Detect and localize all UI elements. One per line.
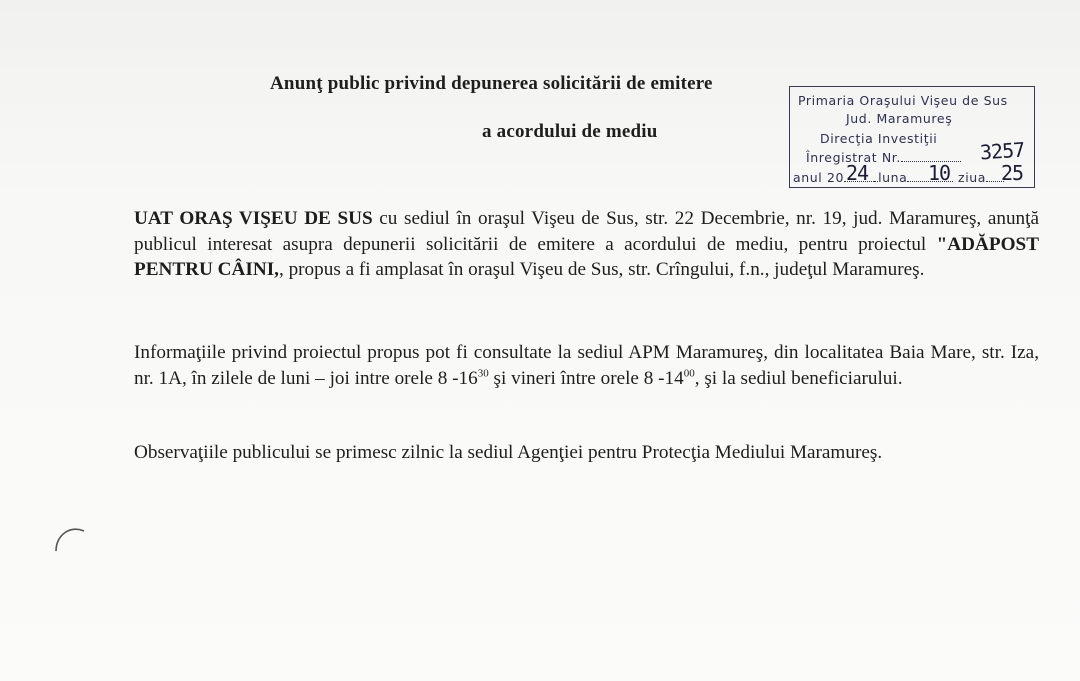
stamp-department: Direcţia Investiţii	[820, 131, 938, 146]
stamp-registration-number: 3257	[979, 137, 1025, 165]
stamp-month-label: luna	[878, 170, 908, 185]
applicant-name: UAT ORAŞ VIŞEU DE SUS	[134, 208, 373, 229]
stamp-registered-label: Înregistrat Nr.	[806, 150, 961, 165]
stamp-day-label: ziua	[958, 170, 987, 185]
notice-title-line1: Anunţ public privind depunerea solicitării de emitere	[270, 73, 713, 94]
stamp-date-line	[793, 170, 1004, 185]
stamp-year-prefix: anul 20	[793, 170, 845, 185]
pen-mark-icon	[50, 521, 88, 559]
notice-title-line2: a acordului de mediu	[482, 121, 658, 142]
stamp-institution: Primaria Oraşului Vişeu de Sus	[798, 93, 1008, 108]
registration-stamp	[789, 86, 1035, 188]
paragraph-announcement: UAT ORAŞ VIŞEU DE SUS cu sediul în oraşul Vişeu de Sus, str. 22 Decembrie, nr. 19, jud. Maramureş, anunţă publicul interesat asupra depunerii solicitării de emitere a acordului de mediu, pentru proiectul "ADĂPOST PENTRU CÂINI,, propus a fi amplasat în oraşul Vişeu de Sus, str. Crîngului, f.n., judeţul Maramureş.	[134, 208, 1039, 281]
project-name: "ADĂPOST PENTRU CÂINI,	[134, 233, 1039, 281]
stamp-county: Jud. Maramureş	[846, 111, 953, 126]
stamp-month-handwritten: 10	[928, 161, 951, 185]
stamp-year-handwritten: 24	[846, 161, 869, 185]
paragraph-observations: Observaţiile publicului se primesc zilnic la sediul Agenţiei pentru Protecţia Mediului Maramureş.	[134, 442, 883, 463]
paragraph-information: Informaţiile privind proiectul propus pot fi consultate la sediul APM Maramureş, din localitatea Baia Mare, str. Iza, nr. 1A, în zilele de luni – joi intre orele 8 $-16^{30}$ şi vineri între orele 8 $-14^{00}$, şi la sediul beneficiarului.	[134, 342, 1039, 389]
stamp-day-handwritten: 25	[1001, 161, 1024, 185]
